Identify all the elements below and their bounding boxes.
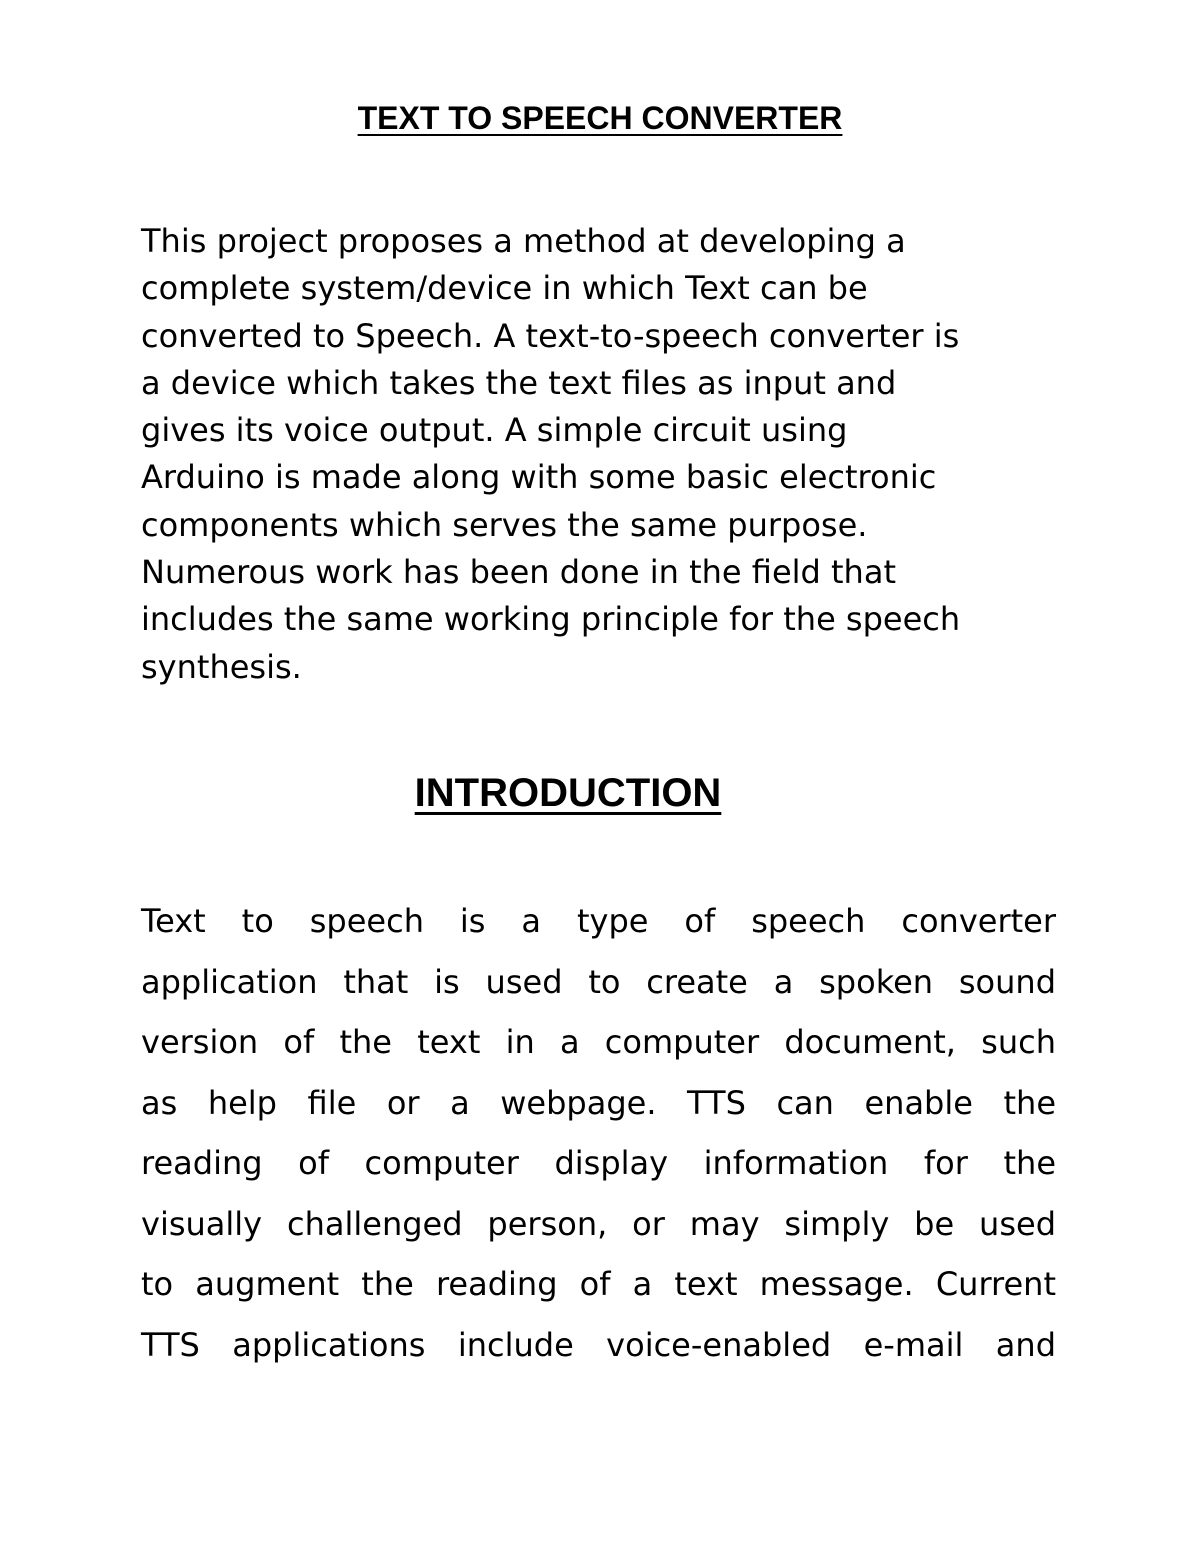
abstract-line: includes the same working principle for the speech: [141, 600, 961, 639]
abstract-line: components which serves the same purpose.: [141, 505, 868, 544]
introduction-line: TTS applications include voice-enabled e-mail and: [141, 1325, 1056, 1364]
abstract-line: Numerous work has been done in the field that: [141, 553, 896, 592]
introduction-line: Text to speech is a type of speech converter: [141, 902, 1056, 940]
introduction-line: reading of computer display information for the: [141, 1144, 1056, 1182]
abstract-paragraph: [141, 218, 1071, 691]
abstract-line: complete system/device in which Text can be: [141, 269, 868, 308]
abstract-line: synthesis.: [141, 647, 302, 686]
introduction-line: version of the text in a computer document, such: [141, 1023, 1056, 1061]
introduction-line: visually challenged person, or may simply be used: [141, 1204, 1056, 1243]
introduction-line: as help file or a webpage. TTS can enable the: [141, 1083, 1056, 1122]
introduction-paragraph: [141, 891, 1056, 1375]
introduction-line: to augment the reading of a text message. Current: [141, 1265, 1056, 1303]
abstract-line: Arduino is made along with some basic electronic: [141, 458, 937, 497]
abstract-line: converted to Speech. A text-to-speech converter is: [141, 316, 960, 355]
abstract-line: This project proposes a method at developing a: [141, 222, 906, 260]
abstract-line: a device which takes the text files as input and: [141, 363, 897, 402]
abstract-line: gives its voice output. A simple circuit using: [141, 411, 848, 450]
introduction-line: application that is used to create a spoken sound: [141, 962, 1056, 1001]
introduction-heading: INTRODUCTION: [414, 771, 722, 815]
document-title: TEXT TO SPEECH CONVERTER: [357, 100, 843, 136]
